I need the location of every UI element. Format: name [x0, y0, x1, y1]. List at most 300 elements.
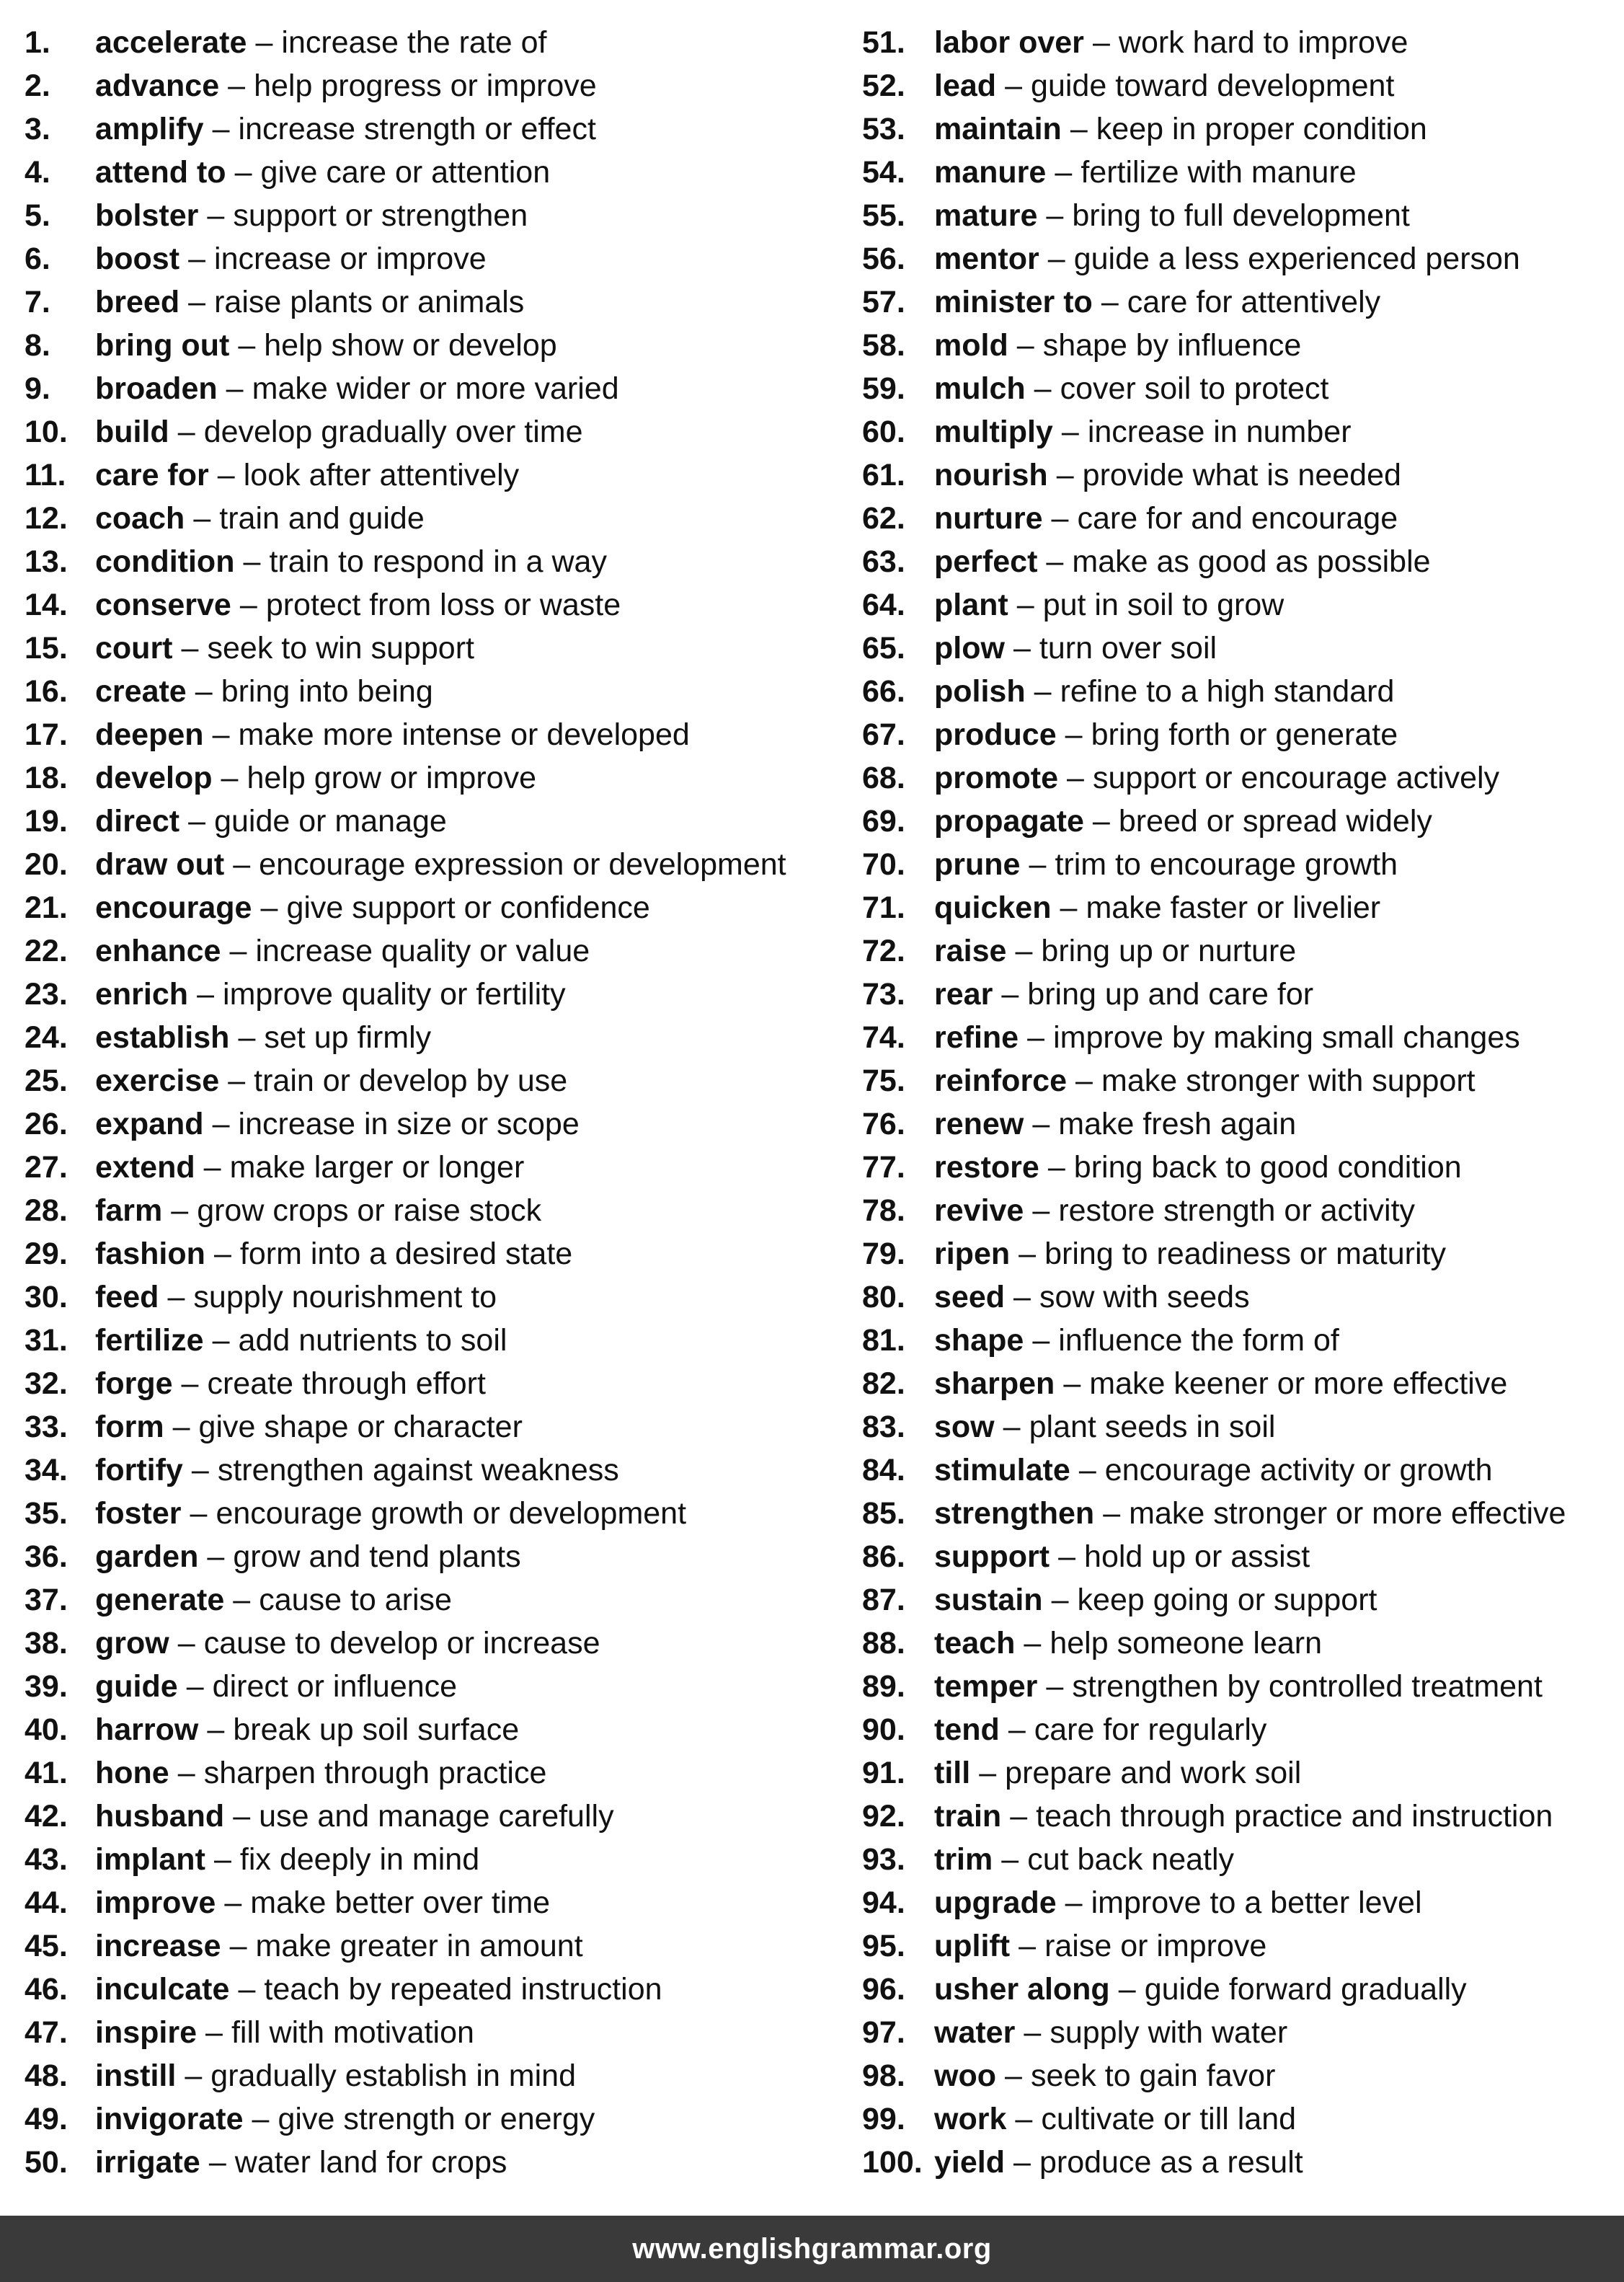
item-number: 4. — [25, 155, 50, 190]
item-separator: – — [213, 1237, 231, 1271]
item-text — [95, 583, 621, 627]
item-separator: – — [1019, 1237, 1037, 1271]
item-separator: – — [1101, 285, 1119, 319]
list-item — [25, 583, 853, 627]
list-item — [862, 886, 1624, 929]
item-definition: increase in size or scope — [238, 1107, 580, 1141]
item-definition: bring forth or generate — [1091, 717, 1398, 752]
item-word: garden — [95, 1539, 199, 1574]
item-text — [934, 843, 1398, 886]
item-word: maintain — [934, 112, 1062, 146]
item-text — [934, 713, 1398, 756]
item-number: 96. — [862, 1972, 905, 2007]
item-text — [934, 756, 1499, 800]
item-word: rear — [934, 977, 993, 1012]
item-word: support — [934, 1539, 1050, 1574]
list-item — [25, 1016, 853, 1059]
list-item — [862, 2054, 1624, 2097]
item-text — [934, 1838, 1234, 1881]
list-item — [25, 1102, 853, 1146]
item-word: guide — [95, 1669, 178, 1704]
item-definition: increase strength or effect — [238, 112, 596, 146]
item-word: inculcate — [95, 1972, 230, 2007]
item-separator: – — [181, 1366, 199, 1401]
item-number: 10. — [25, 415, 68, 449]
item-number: 47. — [25, 2015, 68, 2050]
item-separator: – — [177, 415, 195, 449]
item-text — [934, 1232, 1446, 1275]
item-number: 63. — [862, 544, 905, 579]
item-word: coach — [95, 501, 185, 536]
item-word: plant — [934, 588, 1008, 622]
item-word: develop — [95, 761, 213, 795]
item-word: promote — [934, 761, 1058, 795]
item-definition: guide or manage — [214, 804, 447, 839]
item-word: increase — [95, 1929, 221, 1963]
item-separator: – — [1034, 674, 1052, 709]
item-word: hone — [95, 1756, 169, 1790]
item-text — [934, 1751, 1301, 1795]
item-separator: – — [208, 2145, 226, 2180]
item-separator: – — [1065, 1885, 1083, 1920]
item-number: 48. — [25, 2058, 68, 2093]
list-item — [862, 583, 1624, 627]
item-word: fertilize — [95, 1323, 204, 1358]
item-number: 23. — [25, 977, 68, 1012]
list-item — [862, 1838, 1624, 1881]
item-text — [934, 1665, 1543, 1708]
item-definition: sow with seeds — [1039, 1280, 1250, 1314]
item-definition: care for regularly — [1034, 1712, 1267, 1747]
item-separator: – — [1103, 1496, 1121, 1531]
list-item — [25, 454, 853, 497]
item-definition: bring back to good condition — [1073, 1150, 1462, 1185]
list-item — [862, 2097, 1624, 2141]
word-list — [0, 21, 1624, 2184]
item-definition: cover soil to protect — [1060, 371, 1329, 406]
item-definition: keep in proper condition — [1096, 112, 1427, 146]
list-item — [25, 1059, 853, 1102]
item-number: 25. — [25, 1063, 68, 1098]
item-definition: cause to arise — [259, 1583, 452, 1617]
list-item — [25, 1795, 853, 1838]
item-number: 22. — [25, 934, 68, 968]
list-item — [862, 367, 1624, 410]
item-word: harrow — [95, 1712, 199, 1747]
item-word: deepen — [95, 717, 204, 752]
item-separator: – — [207, 198, 225, 233]
item-number: 34. — [25, 1453, 68, 1487]
item-text — [95, 1622, 600, 1665]
list-item — [25, 1968, 853, 2011]
item-separator: – — [1067, 761, 1084, 795]
item-separator: – — [205, 2015, 223, 2050]
item-definition: bring up or nurture — [1041, 934, 1297, 968]
list-item — [25, 1665, 853, 1708]
list-item — [25, 410, 853, 454]
item-text — [934, 324, 1301, 367]
item-number: 31. — [25, 1323, 68, 1358]
item-definition: give strength or energy — [278, 2102, 595, 2136]
item-definition: train or develop by use — [254, 1063, 568, 1098]
item-number: 70. — [862, 847, 905, 882]
item-word: breed — [95, 285, 180, 319]
item-word: propagate — [934, 804, 1084, 839]
item-separator: – — [1051, 501, 1069, 536]
item-word: shape — [934, 1323, 1024, 1358]
item-definition: cultivate or till land — [1041, 2102, 1297, 2136]
item-number: 56. — [862, 242, 905, 276]
item-word: broaden — [95, 371, 218, 406]
item-text — [95, 107, 596, 151]
list-item — [25, 151, 853, 194]
item-word: multiply — [934, 415, 1053, 449]
item-text — [934, 64, 1394, 107]
item-text — [934, 1968, 1467, 2011]
list-item — [862, 107, 1624, 151]
list-item — [862, 1492, 1624, 1535]
item-definition: make faster or livelier — [1086, 890, 1381, 925]
item-word: feed — [95, 1280, 159, 1314]
list-item — [862, 1275, 1624, 1319]
item-text — [934, 1016, 1520, 1059]
item-number: 1. — [25, 25, 50, 60]
item-separator: – — [233, 1799, 251, 1834]
item-definition: gradually establish in mind — [210, 2058, 577, 2093]
item-number: 36. — [25, 1539, 68, 1574]
item-number: 42. — [25, 1799, 68, 1834]
list-item — [25, 627, 853, 670]
list-item — [25, 1449, 853, 1492]
item-text — [934, 2011, 1287, 2054]
item-text — [95, 64, 597, 107]
item-separator: – — [1061, 415, 1079, 449]
list-item — [25, 1838, 853, 1881]
item-separator: – — [1010, 1799, 1028, 1834]
list-item — [25, 2097, 853, 2141]
item-text — [934, 1319, 1339, 1362]
item-separator: – — [1032, 1107, 1050, 1141]
item-number: 13. — [25, 544, 68, 579]
item-number: 3. — [25, 112, 50, 146]
item-number: 38. — [25, 1626, 68, 1660]
item-text — [95, 1708, 519, 1751]
item-definition: restore strength or activity — [1058, 1193, 1416, 1228]
item-separator: – — [224, 1885, 242, 1920]
item-text — [95, 1016, 431, 1059]
item-number: 44. — [25, 1885, 68, 1920]
list-item — [25, 843, 853, 886]
item-definition: strengthen by controlled treatment — [1072, 1669, 1543, 1704]
item-definition: shape by influence — [1042, 328, 1302, 363]
item-text — [95, 800, 447, 843]
item-text — [934, 1924, 1266, 1968]
item-text — [95, 756, 536, 800]
item-number: 19. — [25, 804, 68, 839]
item-word: plow — [934, 631, 1005, 665]
item-number: 9. — [25, 371, 50, 406]
item-text — [95, 280, 524, 324]
item-word: water — [934, 2015, 1016, 2050]
item-separator: – — [1015, 2102, 1033, 2136]
item-word: polish — [934, 674, 1026, 709]
item-number: 5. — [25, 198, 50, 233]
item-word: exercise — [95, 1063, 220, 1098]
item-number: 100. — [862, 2145, 923, 2180]
item-number: 27. — [25, 1150, 68, 1185]
item-number: 65. — [862, 631, 905, 665]
item-definition: make better over time — [250, 1885, 551, 1920]
item-number: 67. — [862, 717, 905, 752]
item-separator: – — [1005, 2058, 1022, 2093]
item-text — [934, 1449, 1493, 1492]
item-text — [934, 237, 1520, 280]
item-word: perfect — [934, 544, 1038, 579]
list-item — [25, 1319, 853, 1362]
list-item — [25, 2141, 853, 2184]
item-definition: help grow or improve — [247, 761, 536, 795]
item-text — [934, 1708, 1266, 1751]
item-text — [934, 1578, 1377, 1622]
item-text — [934, 1102, 1296, 1146]
list-item — [25, 1881, 853, 1924]
item-separator: – — [260, 890, 278, 925]
item-separator: – — [255, 25, 273, 60]
list-item — [862, 2011, 1624, 2054]
item-word: refine — [934, 1020, 1019, 1055]
item-definition: work hard to improve — [1118, 25, 1408, 60]
item-definition: bring up and care for — [1027, 977, 1314, 1012]
item-separator: – — [1008, 1712, 1026, 1747]
item-number: 46. — [25, 1972, 68, 2007]
list-item — [25, 1578, 853, 1622]
item-number: 86. — [862, 1539, 905, 1574]
item-word: nurture — [934, 501, 1043, 536]
list-item — [862, 1578, 1624, 1622]
list-item — [25, 973, 853, 1016]
item-separator: – — [172, 1410, 190, 1444]
item-text — [95, 1102, 580, 1146]
item-separator: – — [979, 1756, 997, 1790]
item-number: 41. — [25, 1756, 68, 1790]
item-text — [95, 843, 786, 886]
list-item — [862, 1016, 1624, 1059]
item-separator: – — [234, 155, 252, 190]
item-number: 74. — [862, 1020, 905, 1055]
item-separator: – — [233, 847, 251, 882]
item-text — [934, 1275, 1250, 1319]
word-list-right-column — [862, 21, 1624, 2184]
item-separator: – — [1024, 2015, 1042, 2050]
item-word: stimulate — [934, 1453, 1070, 1487]
item-word: amplify — [95, 112, 204, 146]
item-word: enrich — [95, 977, 189, 1012]
item-separator: – — [1065, 717, 1083, 752]
item-text — [95, 1795, 614, 1838]
item-text — [95, 713, 690, 756]
item-text — [95, 497, 425, 540]
item-number: 98. — [862, 2058, 905, 2093]
item-word: advance — [95, 68, 220, 103]
item-separator: – — [1034, 371, 1052, 406]
item-word: foster — [95, 1496, 182, 1531]
item-number: 91. — [862, 1756, 905, 1790]
list-item — [862, 324, 1624, 367]
item-separator: – — [226, 371, 244, 406]
item-word: generate — [95, 1583, 225, 1617]
item-word: manure — [934, 155, 1047, 190]
item-definition: supply with water — [1050, 2015, 1288, 2050]
item-text — [934, 2097, 1296, 2141]
item-word: tend — [934, 1712, 1000, 1747]
item-number: 93. — [862, 1842, 905, 1877]
item-number: 84. — [862, 1453, 905, 1487]
item-definition: make stronger or more effective — [1129, 1496, 1566, 1531]
item-definition: make stronger with support — [1101, 1063, 1476, 1098]
item-word: conserve — [95, 588, 231, 622]
item-number: 61. — [862, 458, 905, 492]
list-item — [862, 713, 1624, 756]
list-item — [25, 21, 853, 64]
item-word: produce — [934, 717, 1057, 752]
list-item — [862, 1362, 1624, 1405]
item-definition: seek to win support — [207, 631, 474, 665]
item-number: 12. — [25, 501, 68, 536]
item-word: implant — [95, 1842, 205, 1877]
item-text — [934, 367, 1328, 410]
item-word: husband — [95, 1799, 225, 1834]
item-definition: increase or improve — [214, 242, 487, 276]
item-word: till — [934, 1756, 971, 1790]
item-text — [95, 1881, 550, 1924]
item-definition: increase in number — [1087, 415, 1352, 449]
list-item — [862, 1881, 1624, 1924]
item-word: irrigate — [95, 2145, 200, 2180]
item-number: 28. — [25, 1193, 68, 1228]
item-number: 69. — [862, 804, 905, 839]
list-item — [862, 1751, 1624, 1795]
item-text — [95, 1492, 686, 1535]
item-definition: seek to gain favor — [1030, 2058, 1276, 2093]
item-number: 43. — [25, 1842, 68, 1877]
item-separator: – — [203, 1150, 221, 1185]
item-word: improve — [95, 1885, 216, 1920]
item-word: expand — [95, 1107, 204, 1141]
item-text — [95, 1751, 546, 1795]
item-definition: help someone learn — [1050, 1626, 1323, 1660]
item-definition: teach by repeated instruction — [264, 1972, 662, 2007]
item-definition: care for and encourage — [1077, 501, 1398, 536]
item-separator: – — [1060, 890, 1078, 925]
item-number: 20. — [25, 847, 68, 882]
list-item — [25, 1535, 853, 1578]
item-word: minister to — [934, 285, 1093, 319]
item-word: teach — [934, 1626, 1016, 1660]
item-definition: turn over soil — [1039, 631, 1217, 665]
list-item — [862, 1102, 1624, 1146]
item-number: 68. — [862, 761, 905, 795]
item-separator: – — [193, 501, 211, 536]
item-text — [95, 194, 528, 237]
item-definition: breed or spread widely — [1118, 804, 1432, 839]
item-text — [95, 540, 607, 583]
item-word: farm — [95, 1193, 163, 1228]
item-number: 33. — [25, 1410, 68, 1444]
list-item — [25, 497, 853, 540]
list-item — [862, 1189, 1624, 1232]
item-separator: – — [1046, 1669, 1064, 1704]
item-number: 32. — [25, 1366, 68, 1401]
item-definition: supply nourishment to — [193, 1280, 497, 1314]
item-number: 57. — [862, 285, 905, 319]
item-separator: – — [190, 1496, 208, 1531]
list-item — [25, 713, 853, 756]
item-separator: – — [228, 1063, 246, 1098]
item-text — [95, 410, 583, 454]
list-item — [862, 1795, 1624, 1838]
item-definition: encourage growth or development — [216, 1496, 687, 1531]
list-item — [862, 1622, 1624, 1665]
item-word: labor over — [934, 25, 1084, 60]
item-text — [934, 670, 1394, 713]
item-definition: make larger or longer — [229, 1150, 525, 1185]
item-text — [934, 1059, 1476, 1102]
item-word: inspire — [95, 2015, 197, 2050]
item-text — [95, 237, 487, 280]
item-text — [95, 1838, 479, 1881]
item-separator: – — [212, 112, 230, 146]
item-separator: – — [1055, 155, 1073, 190]
item-separator: – — [177, 1756, 195, 1790]
item-word: fortify — [95, 1453, 183, 1487]
item-separator: – — [1001, 1842, 1019, 1877]
item-text — [934, 410, 1352, 454]
item-text — [934, 627, 1217, 670]
list-item — [862, 497, 1624, 540]
item-word: direct — [95, 804, 180, 839]
item-separator: – — [228, 68, 246, 103]
item-number: 88. — [862, 1626, 905, 1660]
list-item — [25, 540, 853, 583]
item-number: 80. — [862, 1280, 905, 1314]
item-separator: – — [197, 977, 214, 1012]
item-number: 39. — [25, 1669, 68, 1704]
item-definition: strengthen against weakness — [217, 1453, 619, 1487]
item-separator: – — [229, 934, 247, 968]
item-definition: make wider or more varied — [252, 371, 619, 406]
footer-url[interactable]: www.englishgrammar.org — [632, 2232, 992, 2265]
footer-bar — [0, 2216, 1624, 2282]
item-number: 29. — [25, 1237, 68, 1271]
item-word: instill — [95, 2058, 177, 2093]
item-word: revive — [934, 1193, 1024, 1228]
item-definition: raise or improve — [1044, 1929, 1267, 1963]
item-text — [934, 151, 1357, 194]
item-separator: – — [1046, 544, 1064, 579]
item-text — [934, 21, 1408, 64]
item-separator: – — [1092, 804, 1110, 839]
item-definition: make greater in amount — [255, 1929, 583, 1963]
item-separator: – — [238, 1020, 256, 1055]
list-item — [862, 410, 1624, 454]
item-separator: – — [1013, 631, 1031, 665]
list-item — [25, 670, 853, 713]
item-definition: look after attentively — [243, 458, 520, 492]
list-item — [25, 1275, 853, 1319]
item-text — [95, 454, 519, 497]
item-word: usher along — [934, 1972, 1110, 2007]
list-item — [25, 64, 853, 107]
